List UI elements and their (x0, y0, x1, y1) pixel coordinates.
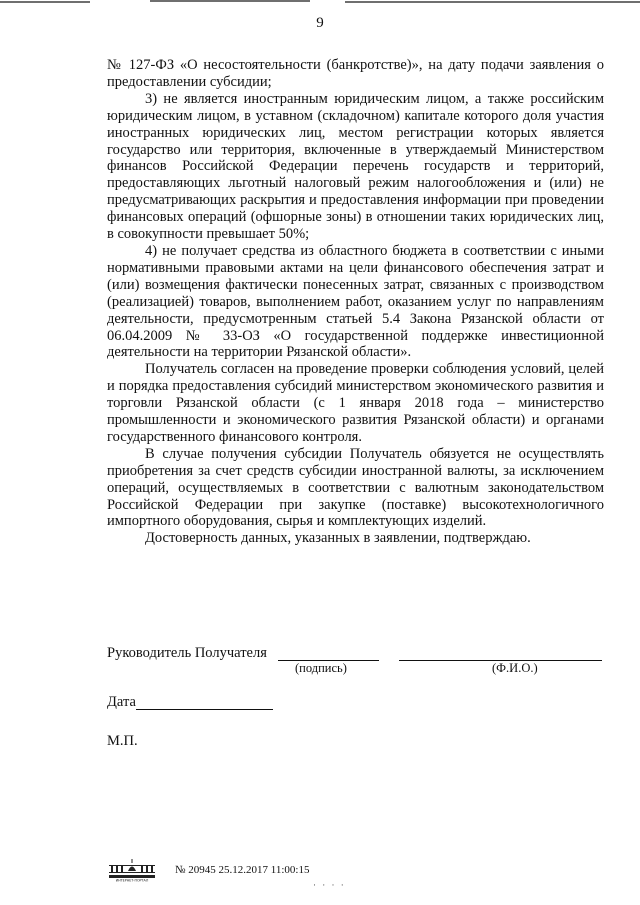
document-body (107, 57, 604, 547)
date-block (107, 694, 136, 711)
signature-block (107, 645, 607, 685)
paragraph-intro: № 127-ФЗ «О несостоятельности (банкротстве)», на дату подачи заявления о предоставлении субсидии; (107, 57, 604, 90)
scan-top-edge (0, 0, 640, 4)
page-number: 9 (316, 15, 324, 31)
signature-caption: (подпись) (295, 661, 347, 675)
paragraph-confirmation: Достоверность данных, указанных в заявлении, подтверждаю. (145, 530, 531, 547)
paragraph-item-4: 4) не получает средства из областного бюджета в соответствии с иными нормативными правовыми актами на цели финансового обеспечения затрат и (или) возмещения фактически понесенных затрат, связанных с производством (реализацией) товаров, выполнением работ, оказанием услуг по направлениям деятельности, предусмотренным статьей 5.4 Закона Рязанской области от 06.04.2009 № 33-ОЗ «О государственной поддержке инвестиционной деятельности на территории Рязанской области». (107, 242, 604, 361)
registration-footer (108, 858, 408, 884)
svg-text:ИНТЕРНЕТ-ПОРТАЛ: ИНТЕРНЕТ-ПОРТАЛ (115, 878, 149, 882)
name-caption: (Ф.И.О.) (492, 661, 538, 675)
paragraph-consent: Получатель согласен на проведение проверки соблюдения условий, целей и порядка предоставления субсидий министерством экономического развития и торговли Рязанской области (с 1 января 2018 года – министерство промышленности и экономического развития Рязанской области) и органами государственного финансового контроля. (107, 361, 604, 445)
paragraph-obligation: В случае получения субсидии Получатель обязуется не осуществлять приобретения за счет средств субсидии иностранной валюты, за исключением операций, осуществляемых в соответствии с валютным законодательством Российской Федерации при закупке (поставке) высокотехнологичного импортного оборудования, сырья и комплектующих изделий. (107, 445, 604, 530)
date-line (136, 709, 273, 710)
scan-artifact-marks: · · · · (313, 880, 346, 890)
registration-number: № 20945 25.12.2017 11:00:15 (175, 864, 310, 876)
signatory-label: Руководитель Получателя (107, 645, 267, 661)
seal-placeholder: М.П. (107, 733, 138, 749)
date-label: Дата (107, 694, 136, 710)
paragraph-item-3: 3) не является иностранным юридическим лицом, а также российским юридическим лицом, в уставном (складочном) капитале которого доля участия иностранных юридических лиц, местом регистрации которых является государство или территория, включенные в утверждаемый Министерством финансов Российской Федерации перечень государств и территорий, предоставляющих льготный налоговый режим налогообложения и (или) не предусматривающих раскрытия и предоставления информации при проведении финансовых операций (офшорные зоны) в отношении таких юридических лиц, в совокупности превышает 50%; (107, 90, 604, 243)
building-stamp-icon (108, 858, 156, 882)
